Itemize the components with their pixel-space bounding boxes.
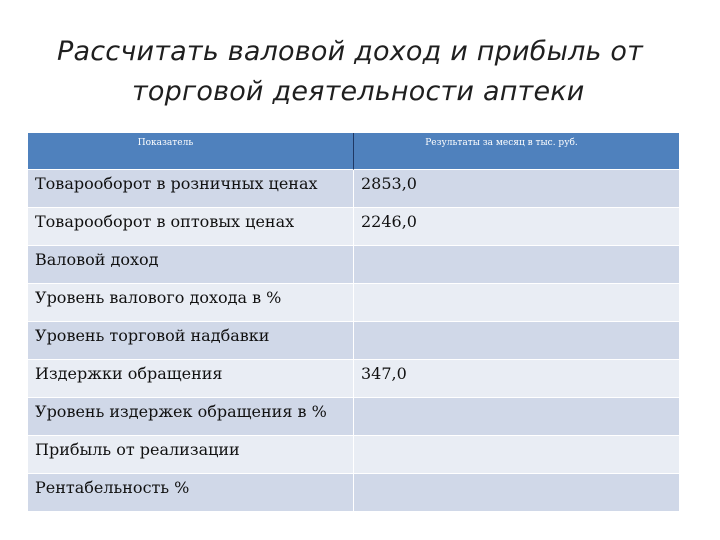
table-row [28, 398, 680, 436]
row-label-cell [28, 436, 354, 474]
row-label: Уровень издержек обращения в % [35, 402, 327, 421]
row-value-cell [354, 170, 680, 208]
title-line-1: Рассчитать валовой доход и прибыль от [57, 36, 644, 67]
row-value-cell [354, 246, 680, 284]
row-value-cell [354, 284, 680, 322]
header-indicator [28, 133, 354, 170]
row-label-cell [28, 474, 354, 512]
table-row [28, 360, 680, 398]
page-title [0, 32, 720, 112]
row-value-cell [354, 208, 680, 246]
row-value-cell [354, 322, 680, 360]
row-label-cell [28, 284, 354, 322]
row-label-cell [28, 208, 354, 246]
row-label-cell [28, 360, 354, 398]
row-label: Уровень валового дохода в % [35, 288, 282, 307]
row-label: Рентабельность % [35, 478, 190, 497]
row-value [354, 284, 679, 288]
row-value [354, 436, 679, 440]
row-value [354, 246, 679, 250]
row-value-cell [354, 360, 680, 398]
row-label: Валовой доход [35, 250, 159, 269]
table-row [28, 170, 680, 208]
row-value: 2246,0 [361, 212, 417, 231]
header-results [354, 133, 680, 170]
row-label-cell [28, 246, 354, 284]
data-table [28, 133, 680, 512]
row-value-cell [354, 398, 680, 436]
row-label: Уровень торговой надбавки [35, 326, 270, 345]
table-row [28, 208, 680, 246]
row-label: Прибыль от реализации [35, 440, 240, 459]
table-row [28, 436, 680, 474]
header-results-label: Результаты за месяц в тыс. руб. [425, 138, 578, 148]
row-label: Товарооборот в оптовых ценах [35, 212, 295, 231]
header-indicator-label: Показатель [137, 138, 194, 148]
table-row [28, 284, 680, 322]
row-label-cell [28, 322, 354, 360]
row-value [354, 322, 679, 326]
row-value [354, 398, 679, 402]
table-row [28, 322, 680, 360]
row-value: 2853,0 [361, 174, 417, 193]
row-label: Издержки обращения [35, 364, 223, 383]
table-row [28, 474, 680, 512]
row-value: 347,0 [361, 364, 407, 383]
row-label-cell [28, 170, 354, 208]
row-value-cell [354, 436, 680, 474]
row-label-cell [28, 398, 354, 436]
title-line-2: торговой деятельности аптеки [132, 76, 585, 107]
row-label: Товарооборот в розничных ценах [35, 174, 318, 193]
row-value [354, 474, 679, 478]
row-value-cell [354, 474, 680, 512]
table-row [28, 246, 680, 284]
table-header-row [28, 133, 680, 170]
